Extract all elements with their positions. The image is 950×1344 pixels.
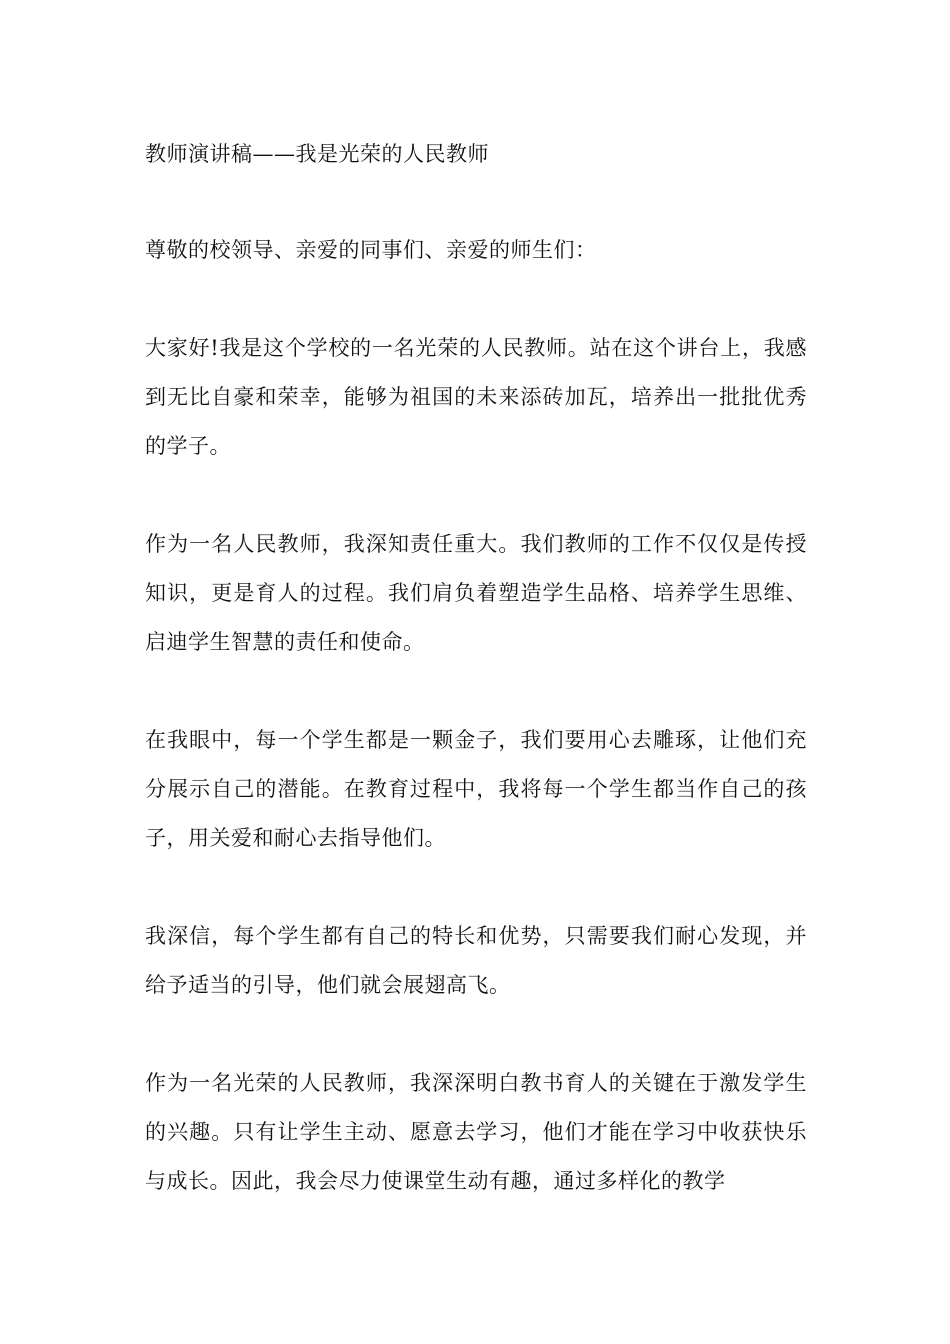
document-title: 教师演讲稿——我是光荣的人民教师 — [145, 142, 489, 166]
paragraph-3: 在我眼中，每一个学生都是一颗金子，我们要用心去雕琢，让他们充分展示自己的潜能。在教育过程中，我将每一个学生都当作自己的孩子，用关爱和耐心去指导他们。 — [145, 728, 807, 850]
paragraph-5: 作为一名光荣的人民教师，我深深明白教书育人的关键在于激发学生的兴趣。只有让学生主动、愿意去学习，他们才能在学习中收获快乐与成长。因此，我会尽力使课堂生动有趣，通过多样化的教学 — [145, 1071, 807, 1193]
greeting-line: 尊敬的校领导、亲爱的同事们、亲爱的师生们： — [145, 238, 597, 262]
paragraph-1: 大家好!我是这个学校的一名光荣的人民教师。站在这个讲台上，我感到无比自豪和荣幸，能够为祖国的未来添砖加瓦，培养出一批批优秀的学子。 — [145, 336, 807, 458]
document-body — [145, 130, 807, 1255]
paragraph-2: 作为一名人民教师，我深知责任重大。我们教师的工作不仅仅是传授知识，更是育人的过程。我们肩负着塑造学生品格、培养学生思维、启迪学生智慧的责任和使命。 — [145, 532, 807, 654]
paragraph-4: 我深信，每个学生都有自己的特长和优势，只需要我们耐心发现，并给予适当的引导，他们就会展翅高飞。 — [145, 924, 807, 997]
